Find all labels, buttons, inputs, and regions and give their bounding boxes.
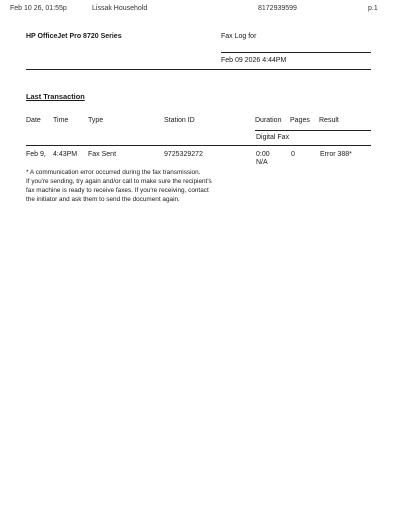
cell-type: Fax Sent — [88, 151, 117, 158]
cell-pages: 0 — [291, 151, 295, 158]
subheader-rule-top — [255, 130, 371, 131]
table-divider — [26, 145, 371, 146]
footnote-line-1: * A communication error occurred during the fax transmission. — [26, 169, 201, 176]
footnote-line-3: fax machine is ready to receive faxes. If you're receiving, contact — [26, 187, 209, 194]
report-title: Fax Log for — [221, 33, 257, 40]
footnote-line-4: the initiator and ask them to send the document again. — [26, 196, 180, 203]
col-header-time: Time — [53, 117, 69, 124]
cell-station-id: 9725329272 — [164, 151, 203, 158]
fax-header-sender: Lissak Household — [92, 5, 148, 12]
table-subheader: Digital Fax — [256, 134, 290, 141]
header-divider — [26, 69, 371, 70]
report-title-underline — [221, 52, 371, 53]
cell-time: 4:43PM — [53, 151, 78, 158]
col-header-pages: Pages — [290, 117, 310, 124]
col-header-duration: Duration — [255, 117, 282, 124]
report-timestamp: Feb 09 2026 4:44PM — [221, 57, 287, 64]
col-header-result: Result — [319, 117, 339, 124]
cell-duration: 0:00 — [256, 151, 270, 158]
fax-header-datetime: Feb 10 26, 01:55p — [10, 5, 67, 12]
cell-duration-sub: N/A — [256, 159, 268, 166]
fax-header-number: 8172939599 — [258, 5, 297, 12]
footnote-line-2: If you're sending, try again and/or call to make sure the recipient's — [26, 178, 212, 185]
col-header-date: Date — [26, 117, 41, 124]
printer-model: HP OfficeJet Pro 8720 Series — [26, 33, 122, 40]
col-header-type: Type — [88, 117, 104, 124]
fax-header-page: p.1 — [368, 5, 378, 12]
section-title: Last Transaction — [26, 92, 85, 101]
col-header-station-id: Station ID — [164, 117, 195, 124]
cell-date: Feb 9, — [26, 151, 46, 158]
cell-result: Error 388* — [320, 151, 352, 158]
